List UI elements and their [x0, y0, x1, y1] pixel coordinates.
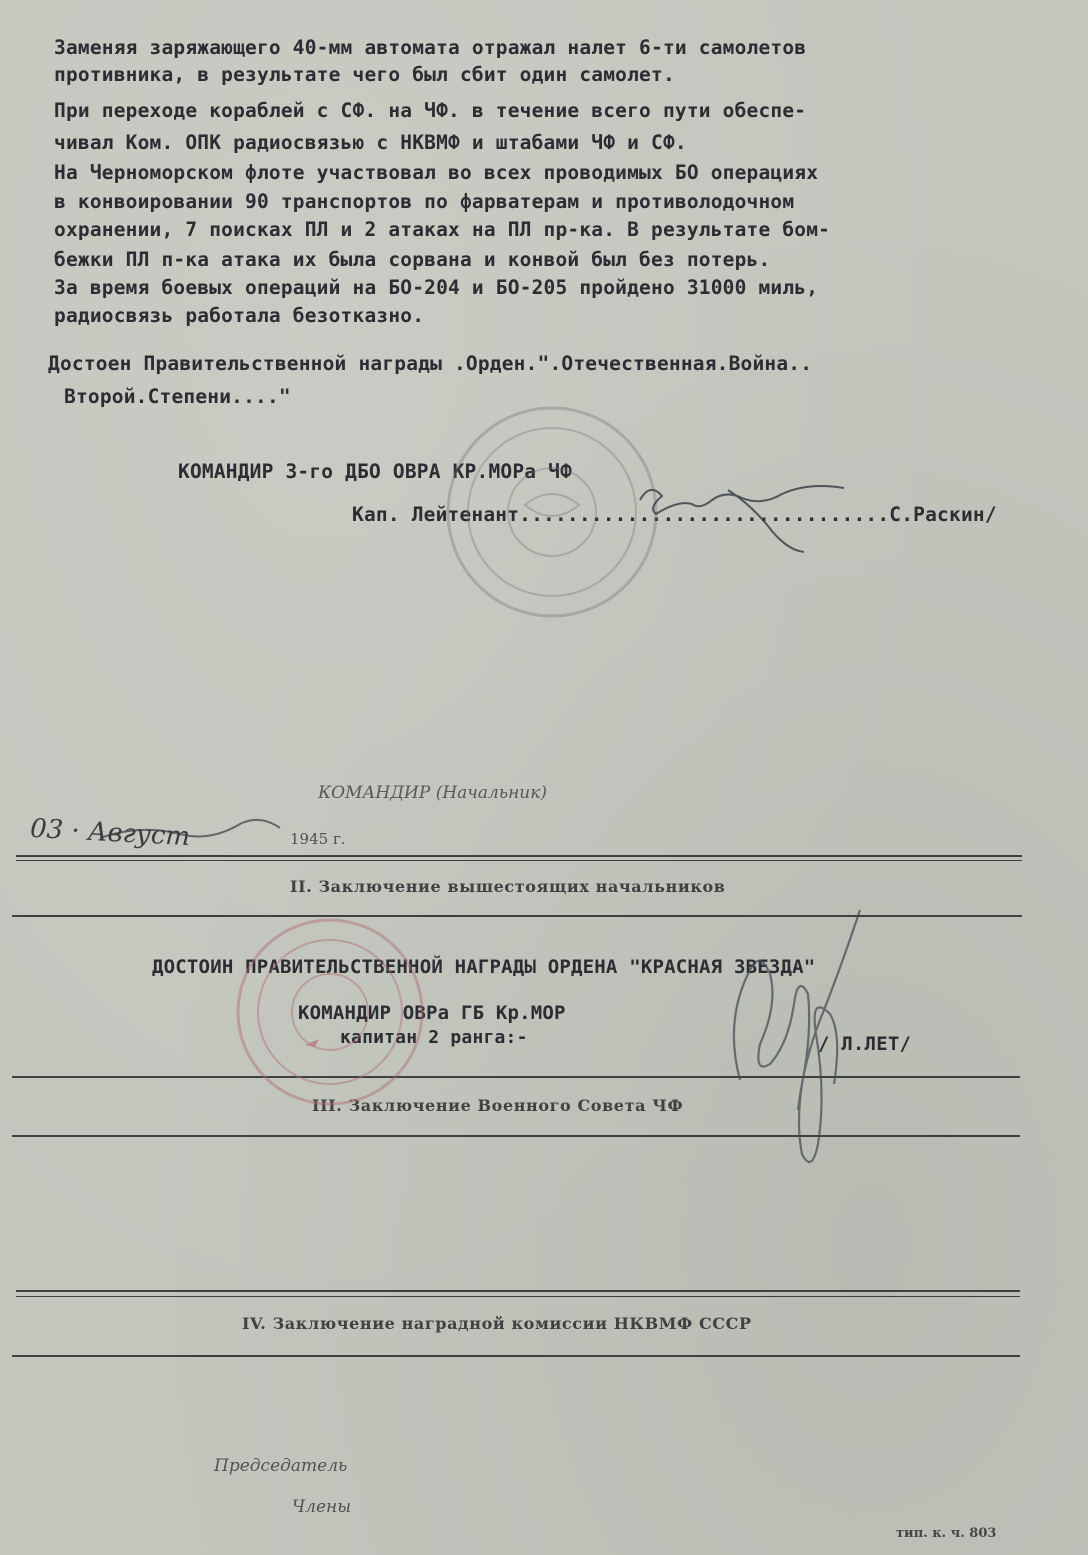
section-2-commander: КОМАНДИР ОВРа ГБ Кр.МОР [298, 1002, 566, 1024]
round-stamp-gray [448, 408, 656, 616]
body-line: За время боевых операций на БО-204 и БО-205 пройдено 31000 миль, [54, 276, 819, 299]
section-4-title: IV. Заключение наградной комиссии НКВМФ СССР [242, 1314, 752, 1333]
body-line: бежки ПЛ п-ка атака их была сорвана и конвой был без потерь. [54, 248, 771, 271]
body-line: противника, в результате чего был сбит один самолет. [54, 63, 675, 86]
round-stamp-red [238, 920, 422, 1104]
body-line: чивал Ком. ОПК радиосвязью с НКВМФ и штабами ЧФ и СФ. [54, 131, 687, 154]
chairman-label: Председатель [214, 1456, 348, 1476]
body-line: охранении, 7 поисках ПЛ и 2 атаках на ПЛ пр-ка. В результате бом- [54, 218, 831, 241]
body-line: На Черноморском флоте участвовал во всех проводимых БО операциях [54, 161, 819, 184]
award-recommendation-line: Достоен Правительственной награды .Орден.".Отечественная.Война.. [48, 352, 813, 375]
signature-raskin [640, 486, 844, 552]
commander-line: КОМАНДИР 3-го ДБО ОВРА КР.МОРа ЧФ [178, 460, 573, 483]
commander-caption: КОМАНДИР (Начальник) [318, 783, 548, 803]
year-label: 1945 г. [290, 830, 346, 848]
section-2-rank: капитан 2 ранга:- [340, 1027, 528, 1048]
section-2-award: ДОСТОИН ПРАВИТЕЛЬСТВЕННОЙ НАГРАДЫ ОРДЕНА "КРАСНАЯ ЗВЕЗДА" [152, 956, 816, 978]
signature-let [734, 910, 860, 1162]
section-2-signatory: / Л.ЛЕТ/ [818, 1033, 912, 1055]
print-code: тип. к. ч. 803 [896, 1526, 997, 1541]
body-line: Заменяя заряжающего 40-мм автомата отражал налет 6-ти самолетов [54, 36, 807, 59]
body-line: При переходе кораблей с СФ. на ЧФ. в течение всего пути обеспе- [54, 99, 807, 122]
handwritten-date-scribble [100, 820, 280, 838]
handwritten-date: 03 · Август [29, 813, 191, 853]
members-label: Члены [292, 1497, 352, 1517]
signature-line: Кап. Лейтенант...............................С.Раскин/ [352, 503, 997, 526]
section-3-title: III. Заключение Военного Совета ЧФ [312, 1096, 684, 1115]
body-line: в конвоировании 90 транспортов по фарватерам и противолодочном [54, 190, 795, 213]
award-recommendation-line: Второй.Степени...." [64, 385, 291, 408]
section-2-title: II. Заключение вышестоящих начальников [290, 877, 726, 896]
body-line: радиосвязь работала безотказно. [54, 304, 425, 327]
